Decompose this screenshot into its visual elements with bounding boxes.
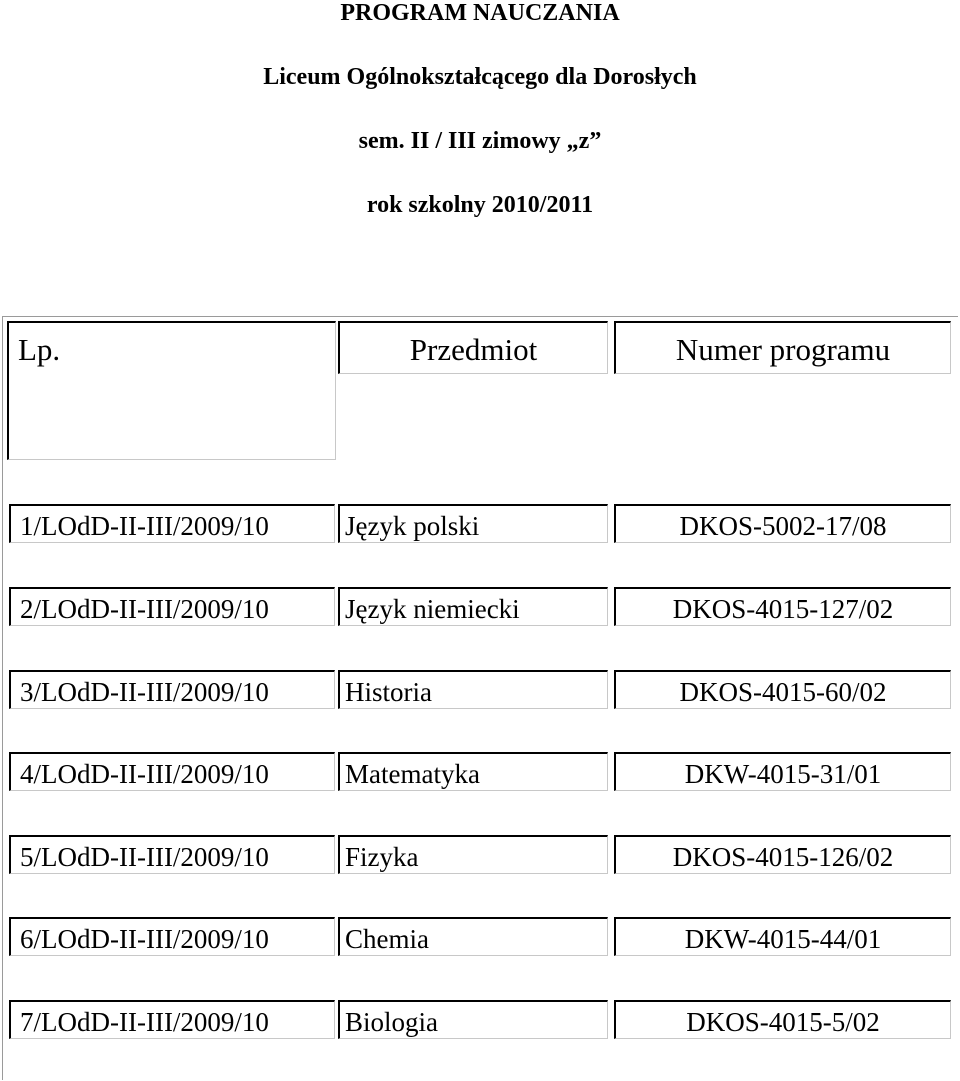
- row-subject: Biologia: [338, 1000, 608, 1039]
- semester-line: sem. II / III zimowy „z”: [358, 128, 602, 154]
- row-program-number: DKOS-5002-17/08: [614, 504, 951, 543]
- row-lp: 2/LOdD-II-III/2009/10: [9, 587, 335, 626]
- row-lp: 7/LOdD-II-III/2009/10: [9, 1000, 335, 1039]
- row-program-number: DKOS-4015-60/02: [614, 670, 951, 709]
- row-subject: Historia: [338, 670, 608, 709]
- row-subject: Fizyka: [338, 835, 608, 874]
- row-lp: 1/LOdD-II-III/2009/10: [9, 504, 335, 543]
- header-lp: Lp.: [7, 321, 336, 460]
- row-subject: Język niemiecki: [338, 587, 608, 626]
- school-name: Liceum Ogólnokształcącego dla Dorosłych: [263, 64, 697, 90]
- row-program-number: DKW-4015-44/01: [614, 917, 951, 956]
- row-lp: 4/LOdD-II-III/2009/10: [9, 752, 335, 791]
- header-subject: Przedmiot: [338, 321, 608, 374]
- row-program-number: DKOS-4015-126/02: [614, 835, 951, 874]
- row-lp: 6/LOdD-II-III/2009/10: [9, 917, 335, 956]
- row-program-number: DKOS-4015-127/02: [614, 587, 951, 626]
- row-program-number: DKOS-4015-5/02: [614, 1000, 951, 1039]
- row-subject: Chemia: [338, 917, 608, 956]
- row-subject: Język polski: [338, 504, 608, 543]
- row-lp: 3/LOdD-II-III/2009/10: [9, 670, 335, 709]
- row-subject: Matematyka: [338, 752, 608, 791]
- document-title: PROGRAM NAUCZANIA: [340, 0, 620, 26]
- school-year-line: rok szkolny 2010/2011: [366, 192, 594, 218]
- header-program-number: Numer programu: [614, 321, 951, 374]
- row-program-number: DKW-4015-31/01: [614, 752, 951, 791]
- row-lp: 5/LOdD-II-III/2009/10: [9, 835, 335, 874]
